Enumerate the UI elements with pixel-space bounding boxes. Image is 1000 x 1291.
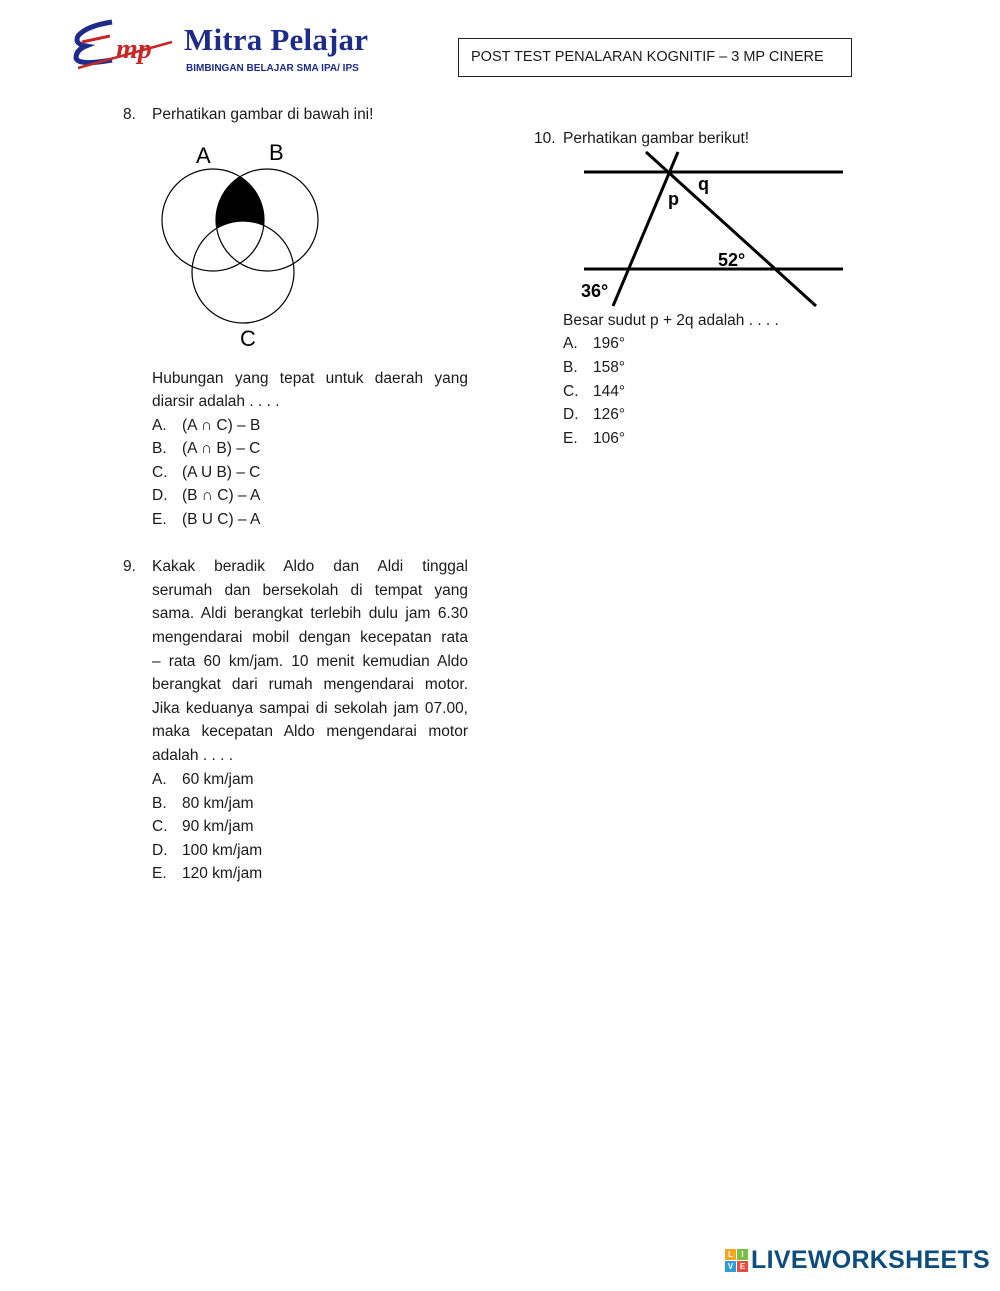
q9-text-line-5: – rata 60 km/jam. 10 menit kemudian Aldo bbox=[152, 653, 468, 670]
q8-text-line-1: Hubungan yang tepat untuk daerah yang bbox=[152, 370, 468, 387]
option-text: (A U B) – C bbox=[182, 464, 261, 481]
transversal-left bbox=[613, 152, 678, 306]
q9-option-e bbox=[152, 862, 262, 886]
q9-option-a bbox=[152, 768, 254, 792]
q9-text-line-2: serumah dan bersekolah di tempat yang bbox=[152, 582, 468, 599]
q9-text-line-7: Jika keduanya sampai di sekolah jam 07.00, bbox=[152, 700, 468, 717]
option-letter: D. bbox=[152, 487, 168, 504]
logo-tagline: BIMBINGAN BELAJAR SMA IPA/ IPS bbox=[186, 63, 359, 74]
q9-text-line-9: adalah . . . . bbox=[152, 747, 233, 764]
venn-label-a: A bbox=[196, 143, 211, 168]
liveworksheets-watermark[interactable] bbox=[725, 1246, 990, 1275]
liveworksheets-text: LIVEWORKSHEETS bbox=[751, 1246, 990, 1274]
q9-text-line-4: mengendarai mobil dengan kecepatan rata bbox=[152, 629, 468, 646]
option-text: 106° bbox=[593, 430, 626, 447]
option-text: 126° bbox=[593, 406, 626, 423]
q8-prompt: Perhatikan gambar di bawah ini! bbox=[152, 106, 374, 123]
logo-mark: mp bbox=[116, 34, 152, 65]
option-text: (A ∩ B) – C bbox=[182, 440, 261, 457]
option-text: 120 km/jam bbox=[182, 865, 263, 882]
badge-cell: L bbox=[725, 1249, 736, 1260]
option-text: 158° bbox=[593, 359, 626, 376]
option-text: (B U C) – A bbox=[182, 511, 261, 528]
q8-option-d bbox=[152, 484, 260, 508]
option-letter: B. bbox=[152, 440, 167, 457]
q10-option-e bbox=[563, 427, 625, 451]
option-text: 196° bbox=[593, 335, 626, 352]
option-letter: A. bbox=[152, 771, 167, 788]
option-letter: C. bbox=[152, 818, 168, 835]
logo-name: Mitra Pelajar bbox=[184, 22, 369, 57]
q10-option-b bbox=[563, 356, 625, 380]
option-letter: E. bbox=[152, 511, 167, 528]
q9-text-line-8: maka kecepatan Aldo mengendarai motor bbox=[152, 723, 468, 740]
q9-number: 9. bbox=[123, 558, 136, 575]
option-text: 60 km/jam bbox=[182, 771, 254, 788]
q9-option-d bbox=[152, 839, 262, 863]
liveworksheets-badge-icon bbox=[725, 1249, 748, 1272]
option-text: 80 km/jam bbox=[182, 795, 254, 812]
option-letter: D. bbox=[152, 842, 168, 859]
option-text: 90 km/jam bbox=[182, 818, 254, 835]
q9-text-line-6: berangkat dari rumah mengendarai motor. bbox=[152, 676, 468, 693]
q10-option-a bbox=[563, 332, 625, 356]
q9-text-line-1: Kakak beradik Aldo dan Aldi tinggal bbox=[152, 558, 468, 575]
option-letter: B. bbox=[152, 795, 167, 812]
option-text: (A ∩ C) – B bbox=[182, 417, 261, 434]
option-letter: A. bbox=[563, 335, 578, 352]
angle-label-q: q bbox=[698, 174, 709, 194]
venn-label-c: C bbox=[240, 326, 256, 351]
q8-number: 8. bbox=[123, 106, 136, 123]
option-letter: C. bbox=[563, 383, 579, 400]
q9-option-b bbox=[152, 792, 254, 816]
q8-option-b bbox=[152, 437, 260, 461]
option-letter: D. bbox=[563, 406, 579, 423]
angle-label-p: p bbox=[668, 189, 679, 209]
q10-question: Besar sudut p + 2q adalah . . . . bbox=[563, 312, 779, 329]
q8-option-e bbox=[152, 508, 260, 532]
venn-diagram bbox=[150, 140, 325, 355]
q10-prompt: Perhatikan gambar berikut! bbox=[563, 130, 750, 147]
q8-text-line-2: diarsir adalah . . . . bbox=[152, 393, 280, 410]
option-letter: C. bbox=[152, 464, 168, 481]
option-letter: E. bbox=[152, 865, 167, 882]
option-text: (B ∩ C) – A bbox=[182, 487, 261, 504]
angle-label-36: 36° bbox=[581, 281, 609, 301]
badge-cell: E bbox=[737, 1261, 748, 1272]
test-title-box: POST TEST PENALARAN KOGNITIF – 3 MP CINERE bbox=[458, 38, 852, 77]
q8-option-a bbox=[152, 414, 260, 438]
q9-option-c bbox=[152, 815, 254, 839]
option-text: 144° bbox=[593, 383, 626, 400]
q8-option-c bbox=[152, 461, 260, 485]
q10-option-d bbox=[563, 403, 625, 427]
q9-text-line-3: sama. Aldi berangkat terlebih dulu jam 6.30 bbox=[152, 605, 468, 622]
venn-label-b: B bbox=[269, 140, 284, 165]
q10-option-c bbox=[563, 380, 625, 404]
option-letter: A. bbox=[152, 417, 167, 434]
option-letter: B. bbox=[563, 359, 578, 376]
parallel-lines-figure bbox=[570, 145, 855, 310]
transversal-right bbox=[646, 152, 816, 306]
badge-cell: I bbox=[737, 1249, 748, 1260]
angle-label-52: 52° bbox=[718, 250, 746, 270]
q10-number: 10. bbox=[534, 130, 556, 147]
option-text: 100 km/jam bbox=[182, 842, 263, 859]
option-letter: E. bbox=[563, 430, 578, 447]
badge-cell: V bbox=[725, 1261, 736, 1272]
